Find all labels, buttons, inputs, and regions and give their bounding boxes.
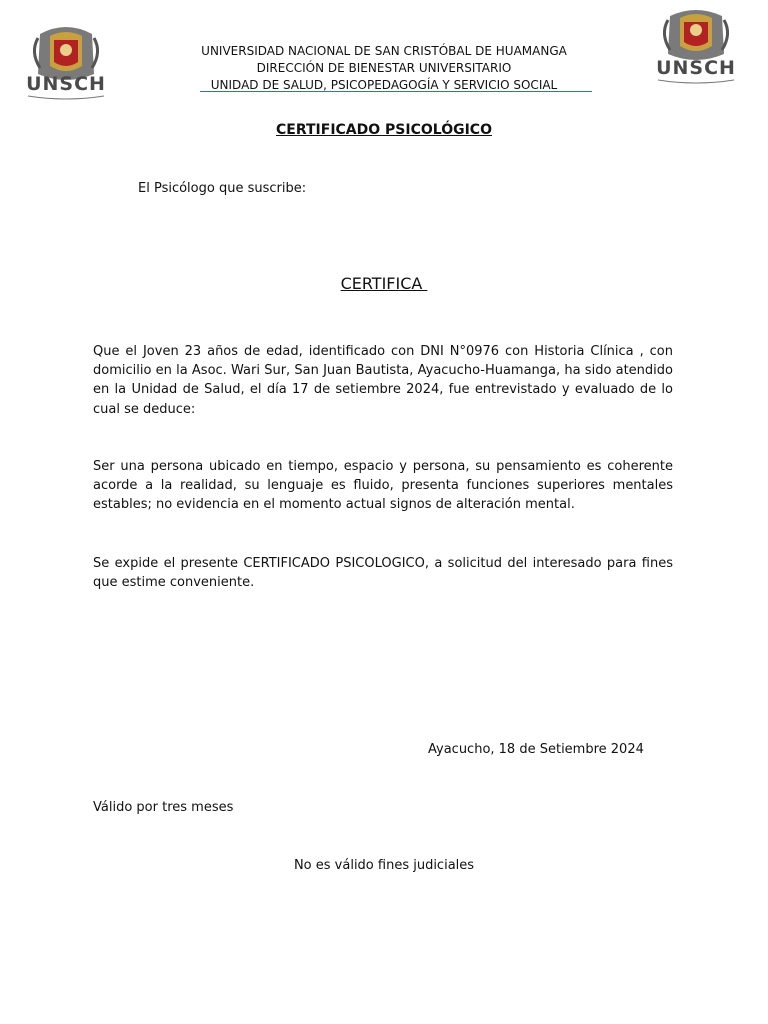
validity-note: Válido por tres meses [93,800,234,815]
certifica-heading: CERTIFICA [340,274,428,293]
svg-text:UNSCH: UNSCH [656,57,736,79]
svg-text:UNSCH: UNSCH [26,73,106,95]
paragraph-issuance: Se expide el presente CERTIFICADO PSICOLOGICO, a solicitud del interesado para fines que estime conveniente. [93,556,673,591]
unit-name: UNIDAD DE SALUD, PSICOPEDAGOGÍA Y SERVICIO SOCIAL [210,78,558,92]
judicial-disclaimer: No es válido fines judiciales [293,858,475,873]
paragraph-identification: Que el Joven 23 años de edad, identificado con DNI N°0976 con Historia Clínica , con domicilio en la Asoc. Wari Sur, San Juan Bautista, Ayacucho-Huamanga, ha sido atendido en la Unidad de Salud, el día 17 de setiembre 2024, fue entrevistado y evaluado de lo cual se deduce: [93,344,673,417]
document-title: CERTIFICADO PSICOLÓGICO [276,122,492,138]
direction-name: DIRECCIÓN DE BIENESTAR UNIVERSITARIO [256,61,512,75]
paragraph-evaluation: Ser una persona ubicado en tiempo, espacio y persona, su pensamiento es coherente acorde a la realidad, su lenguaje es fluido, presenta funciones superiores mentales estables; no evidencia en el momento actual signos de alteración mental. [93,459,673,513]
university-name: UNIVERSIDAD NACIONAL DE SAN CRISTÓBAL DE HUAMANGA [201,44,567,58]
intro-line: El Psicólogo que suscribe: [138,181,307,196]
header-divider [200,91,592,92]
date-line: Ayacucho, 18 de Setiembre 2024 [428,742,644,757]
